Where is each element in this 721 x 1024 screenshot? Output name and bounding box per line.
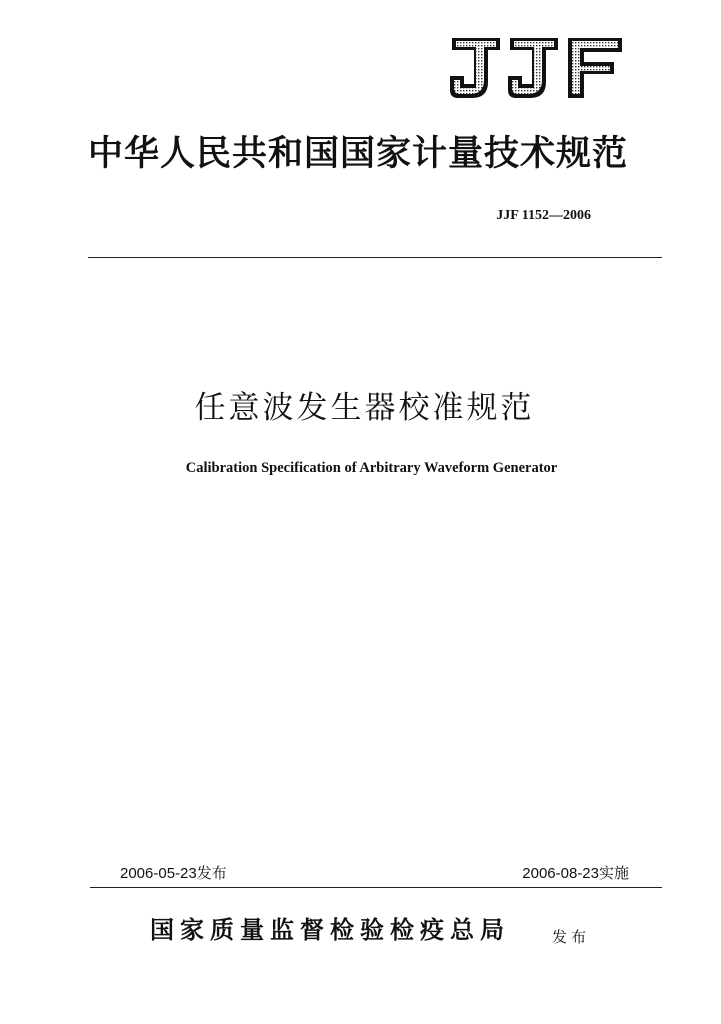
top-divider: [88, 257, 662, 258]
document-title-en: Calibration Specification of Arbitrary Waveform Generator: [185, 460, 558, 476]
jjf-logo-icon: [448, 36, 624, 102]
issuer-name: 国家质量监督检验检疫总局: [150, 915, 510, 944]
effective-date: 2006-08-23实施: [522, 865, 629, 882]
org-title: 中华人民共和国国家计量技术规范: [88, 133, 629, 174]
issue-date: 2006-05-23发布: [120, 865, 227, 882]
document-title: 任意波发生器校准规范: [194, 390, 535, 426]
document-code: JJF 1152—2006: [496, 208, 591, 223]
issuer-suffix: 发布: [552, 928, 591, 946]
bottom-divider: [90, 887, 662, 888]
